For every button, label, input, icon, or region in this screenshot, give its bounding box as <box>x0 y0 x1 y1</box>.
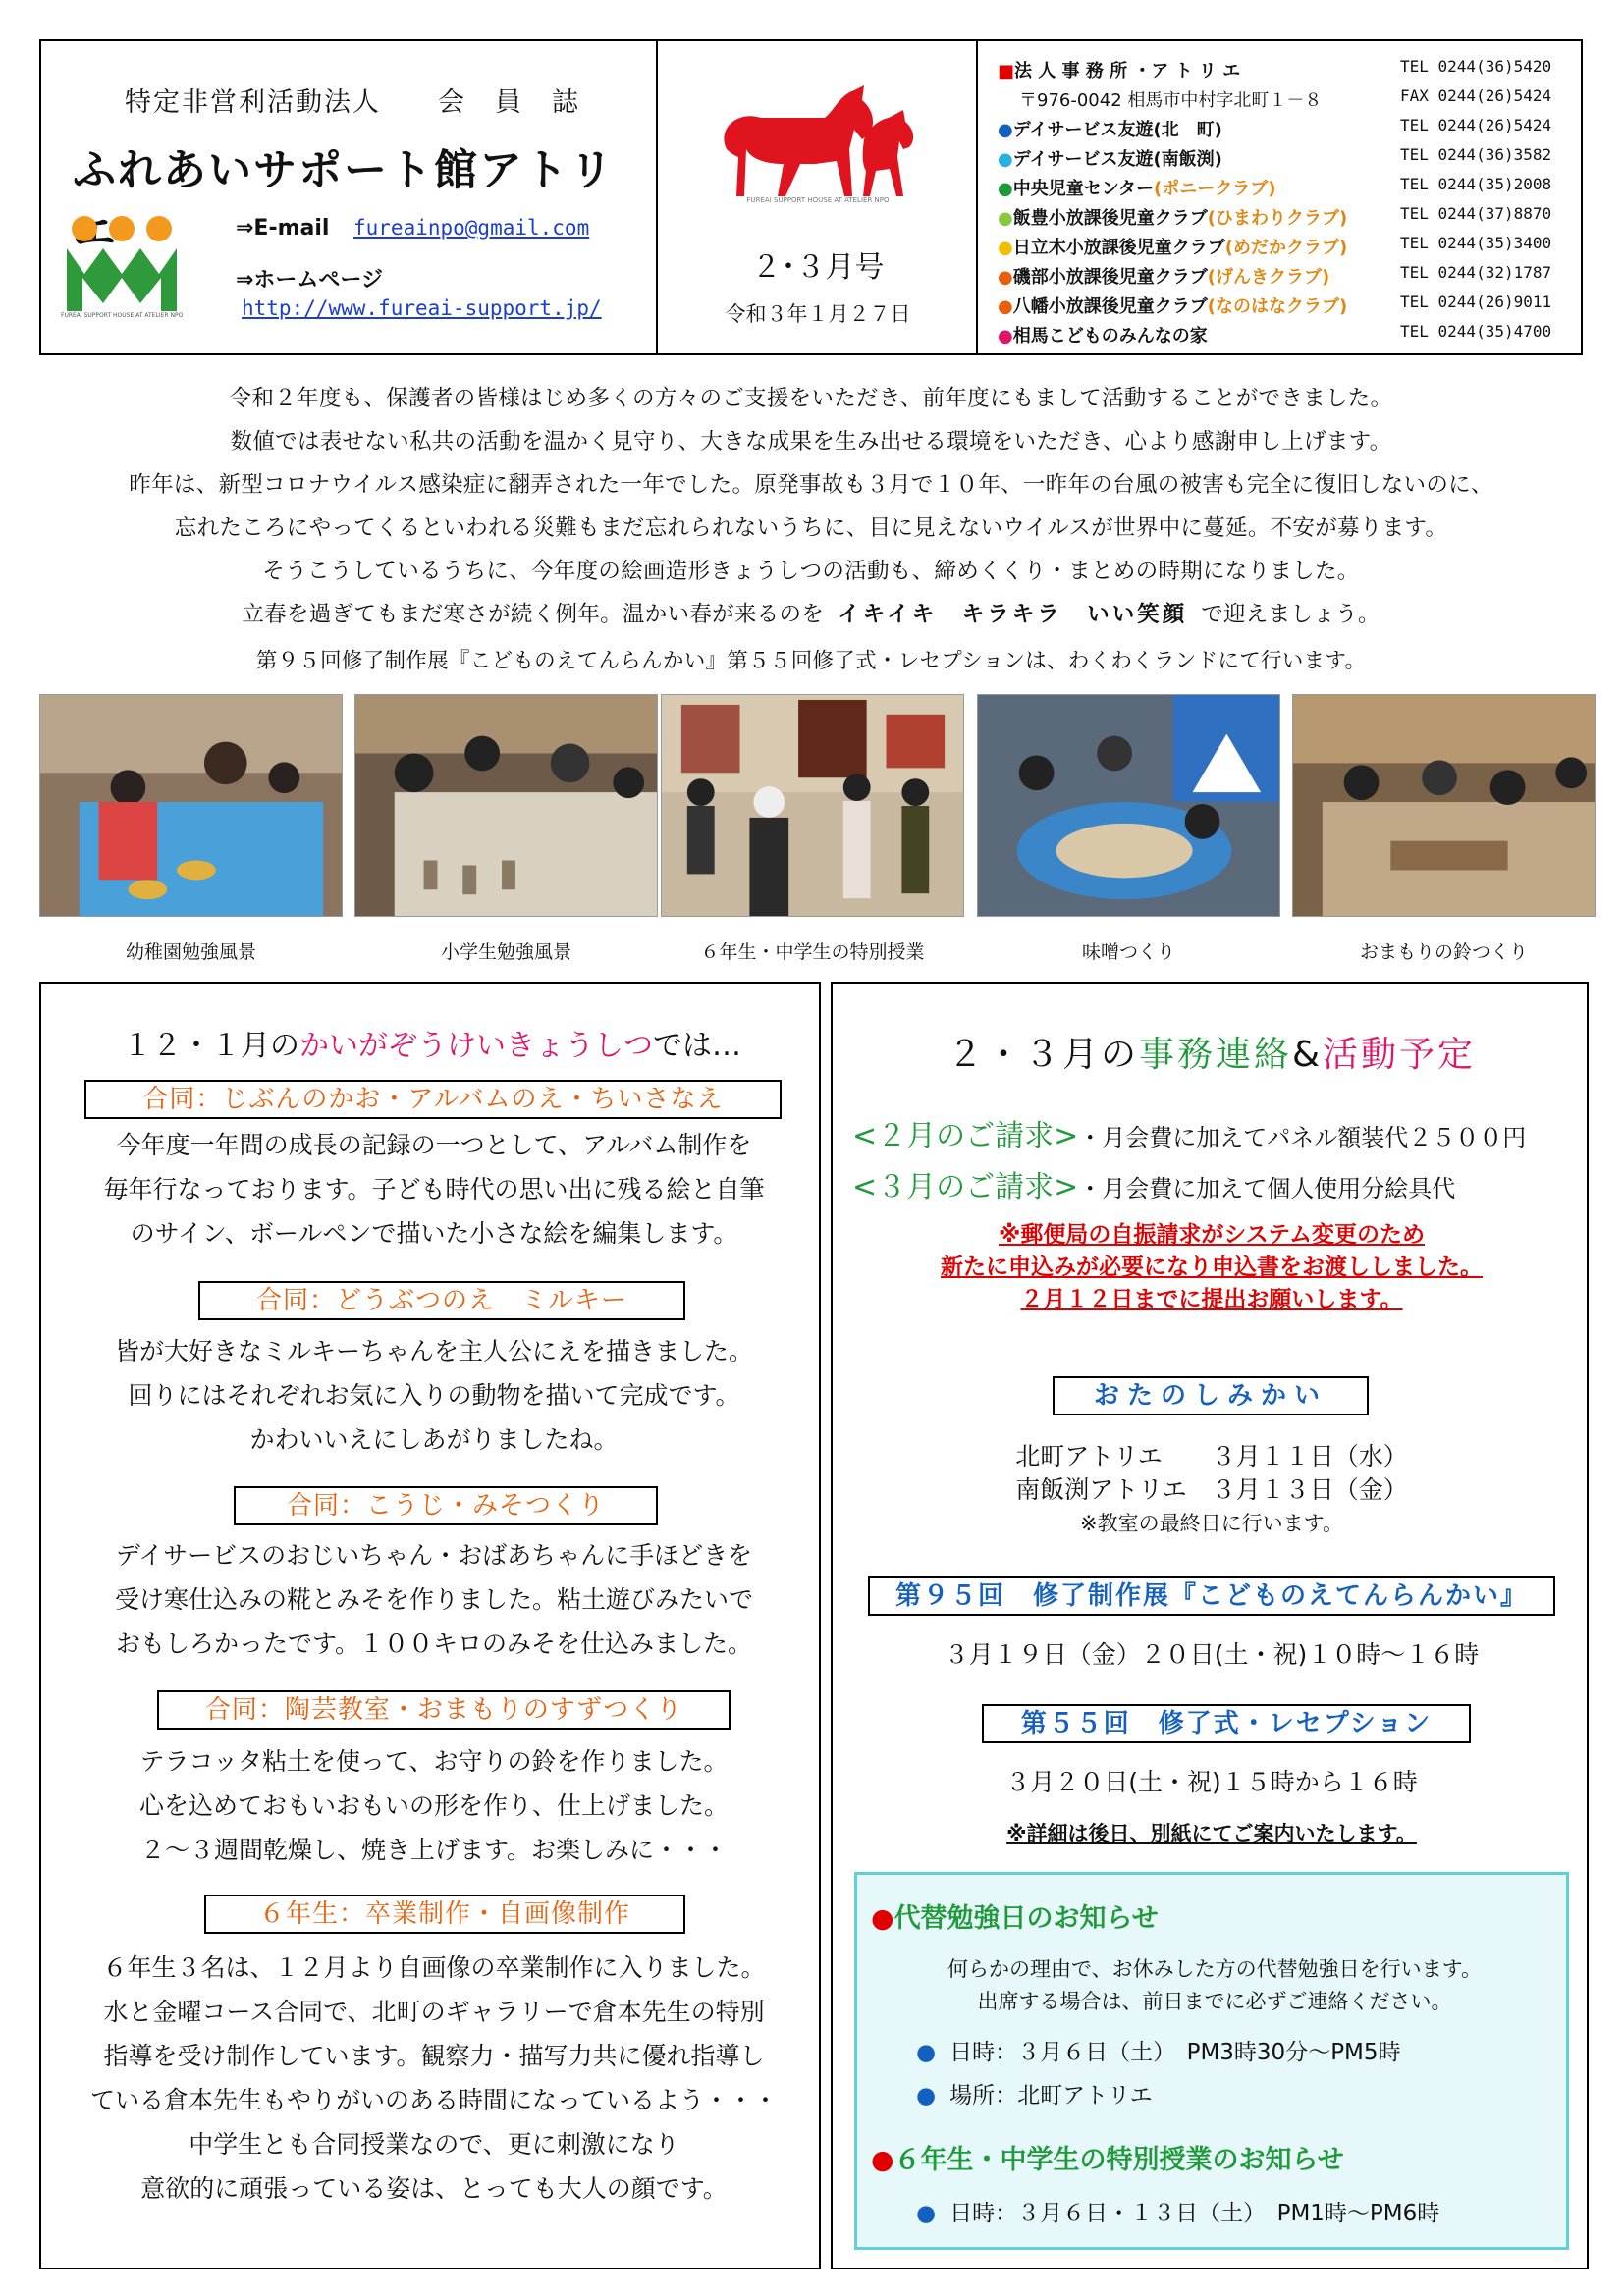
postal-notice <box>833 1219 1591 1316</box>
text-line: かわいいえにしあがりましたね。 <box>249 1425 619 1454</box>
billing-feb <box>852 1111 1526 1154</box>
exhibition-date: ３月１９日（金）２０日(土・祝)１０時～１６時 <box>944 1640 1480 1669</box>
substitute-location-text: 場所：北町アトリエ <box>949 2083 1153 2109</box>
details-note <box>833 1818 1591 1847</box>
contact-row <box>998 116 1577 145</box>
contact-club-name: (げんきクラブ) <box>1207 267 1330 288</box>
schedule-title-pre: ２・３月の <box>947 1035 1139 1075</box>
intro-line-6-pre: 立春を過ぎてもまだ寒さが続く例年。温かい春が来るのを <box>242 602 825 627</box>
contact-name <box>998 57 1240 82</box>
substitute-datetime-text: 日時：３月６日（土） PM3時30分～PM5時 <box>949 2040 1401 2065</box>
activity-report-box <box>39 982 821 2269</box>
horse-caption: FUREAI SUPPORT HOUSE AT ATELIER NPO <box>746 196 890 204</box>
photo-caption-5: おまもりの鈴つくり <box>1359 941 1528 963</box>
homepage-label: ⇒ホームページ <box>236 268 383 293</box>
header <box>39 39 1583 355</box>
contact-name <box>998 116 1222 141</box>
contact-bullet-icon: ● <box>998 149 1013 170</box>
substitute-heading <box>871 1896 1159 1935</box>
text-line: 受け寒仕込みの糀とみそを作りました。粘土遊びみたいで <box>114 1585 753 1614</box>
intro-line-6 <box>39 597 1583 628</box>
contact-name-text: デイサービス友遊(南飯渕) <box>1012 149 1222 170</box>
text-line: ２～３週間乾燥し、焼き上げます。お楽しみに・・・ <box>139 1836 728 1864</box>
contact-list <box>978 41 1581 353</box>
photo-elementary <box>354 694 658 917</box>
contact-name <box>998 145 1222 171</box>
text-line: 水と金曜コース合同で、北町のギャラリーで倉本先生の特別 <box>103 1998 765 2026</box>
intro-line-6-post: で迎えましょう。 <box>1201 602 1380 627</box>
contact-phone: TEL 0244(36)3582 <box>1400 145 1552 164</box>
schedule-title <box>833 1027 1591 1077</box>
blue-bullet-icon: ● <box>916 2040 937 2065</box>
notice-box <box>854 1872 1569 2250</box>
party-line-kitamachi: 北町アトリエ ３月１１日（水） <box>1015 1442 1408 1470</box>
header-issue-panel <box>658 41 978 353</box>
section-text-ceramics <box>61 1739 807 1872</box>
party-schedule <box>833 1440 1591 1540</box>
text-line: 意欲的に頑張っている姿は、とっても大人の顔です。 <box>140 2174 728 2203</box>
contact-name-text: 磯部小放課後児童クラブ <box>1012 267 1208 288</box>
contact-row <box>998 204 1577 234</box>
substitute-description <box>857 1953 1572 2018</box>
contact-phone: TEL 0244(35)3400 <box>1400 234 1552 252</box>
email-label: ⇒E-mail <box>236 216 330 240</box>
issue-date: 令和３年１月２７日 <box>725 302 911 326</box>
text-line: 指導を受け制作しています。観察力・描写力共に優れ指導し <box>103 2042 765 2070</box>
ceremony-date: ３月２０日(土・祝)１５時から１６時 <box>1005 1768 1418 1796</box>
text-line: 中学生とも合同授業なので、更に刺激になり <box>189 2130 679 2159</box>
contact-name <box>998 263 1329 289</box>
text-line: おもしろかったです。１００キロのみそを仕込みました。 <box>115 1629 752 1658</box>
activity-title <box>41 1021 823 1064</box>
contact-name <box>998 322 1208 347</box>
intro-line-6-bold: イキイキ キラキラ いい笑顔 <box>838 602 1188 627</box>
contact-phone: TEL 0244(35)2008 <box>1400 175 1552 193</box>
exhibition-tag: 第９５回 修了制作展『こどものえてんらんかい』 <box>868 1576 1555 1616</box>
substitute-heading-text: 代替勉強日のお知らせ <box>893 1903 1159 1934</box>
contact-name <box>1019 86 1322 112</box>
activity-title-post: では… <box>653 1029 741 1063</box>
blue-bullet-icon: ● <box>916 2201 937 2226</box>
text-line: 今年度一年間の成長の記録の一つとして、アルバム制作を <box>116 1131 752 1159</box>
text-line: デイサービスのおじいちゃん・おばあちゃんに手ほどきを <box>115 1541 753 1570</box>
details-note-text: ※詳細は後日、別紙にてご案内いたします。 <box>1006 1822 1417 1845</box>
contact-phone: TEL 0244(26)9011 <box>1400 293 1552 311</box>
red-bullet-icon: ● <box>871 2145 894 2175</box>
party-note: ※教室の最終日に行います。 <box>1080 1512 1343 1535</box>
text-line: 皆が大好きなミルキーちゃんを主人公にえを描きました。 <box>114 1337 753 1365</box>
contact-row <box>998 86 1577 116</box>
billing-feb-label: <２月のご請求> <box>852 1119 1079 1153</box>
section-tag-self-portrait: ６年生：卒業制作・自画像制作 <box>204 1895 685 1934</box>
text-line: テラコッタ粘土を使って、お守りの鈴を作りました。 <box>139 1747 729 1776</box>
section-text-self-portrait <box>61 1946 807 2211</box>
section-text-miso <box>61 1533 807 1666</box>
contact-name <box>998 175 1275 200</box>
substitute-sub-line: 出席する場合は、前日までに必ずご連絡ください。 <box>977 1990 1452 2013</box>
header-org-panel <box>41 41 658 353</box>
email-link[interactable]: fureainpo@gmail.com <box>353 216 590 240</box>
contact-name <box>998 204 1347 230</box>
notice-line: ※郵便局の自振請求がシステム変更のため <box>998 1222 1426 1248</box>
contact-club-name: (めだかクラブ) <box>1224 238 1348 258</box>
contact-bullet-icon: ● <box>998 179 1013 199</box>
section-tag-album: 合同：じぶんのかお・アルバムのえ・ちいさなえ <box>84 1080 782 1119</box>
contact-club-name: (ひまわりクラブ) <box>1207 208 1348 229</box>
homepage-link[interactable]: http://www.fureai-support.jp/ <box>242 296 602 320</box>
contact-row <box>998 57 1577 86</box>
special-class-heading <box>871 2138 1344 2176</box>
contact-name-text: 日立木小放課後児童クラブ <box>1012 238 1225 258</box>
photo-caption-3: ６年生・中学生の特別授業 <box>700 941 925 963</box>
intro-line-5: そうこうしているうちに、今年度の絵画造形きょうしつの活動も、締めくくり・まとめの時期になりました。 <box>262 559 1360 584</box>
contact-phone: TEL 0244(26)5424 <box>1400 116 1552 134</box>
intro-line-1: 令和２年度も、保護者の皆様はじめ多くの方々のご支援をいただき、前年度にもまして活動することができました。 <box>229 386 1393 411</box>
issue-label: ２･３月号 <box>751 250 885 285</box>
photo-caption-1: 幼稚園勉強風景 <box>125 941 256 963</box>
schedule-box <box>831 982 1589 2269</box>
contact-bullet-icon: ● <box>998 267 1013 288</box>
contact-row <box>998 175 1577 204</box>
contact-bullet-icon: ● <box>998 238 1013 258</box>
intro-line-3: 昨年は、新型コロナウイルス感染症に翻弄された一年でした。原発事故も３月で１０年、一昨年の台風の被害も完全に復旧しないのに、 <box>129 472 1493 498</box>
schedule-title-amp: & <box>1291 1035 1324 1075</box>
party-tag: おたのしみかい <box>1053 1376 1369 1415</box>
contact-phone: TEL 0244(35)4700 <box>1400 322 1552 341</box>
contact-club-name: (なのはなクラブ) <box>1207 296 1348 317</box>
section-tag-milky: 合同：どうぶつのえ ミルキー <box>198 1281 685 1320</box>
contact-row <box>998 293 1577 322</box>
text-line: 回りにはそれぞれお気に入りの動物を描いて完成です。 <box>128 1381 740 1410</box>
contact-name-text: 〒976-0042 相馬市中村字北町１－８ <box>1019 90 1323 111</box>
org-name: ふれあいサポート館アトリ <box>73 145 615 195</box>
schedule-title-green: 事務連絡 <box>1138 1035 1292 1075</box>
substitute-sub-line: 何らかの理由で、お休みした方の代替勉強日を行います。 <box>947 1957 1482 1981</box>
contact-row <box>998 322 1577 351</box>
billing-mar-text: ・月会費に加えて個人使用分絵具代 <box>1078 1175 1456 1202</box>
contact-row <box>998 234 1577 263</box>
photo-miso-making <box>977 694 1280 917</box>
contact-bullet-icon: ● <box>998 120 1013 140</box>
activity-title-pre: １２・１月の <box>123 1029 299 1063</box>
contact-name-text: 法 人 事 務 所 ・ア ト リ エ <box>1014 61 1241 81</box>
ceremony-tag: 第５５回 修了式・レセプション <box>982 1704 1471 1743</box>
notice-line: ２月１２日までに提出お願いします。 <box>1020 1287 1403 1312</box>
contact-club-name: (ポニークラブ) <box>1154 179 1276 199</box>
contact-name-text: デイサービス友遊(北 町) <box>1012 120 1222 140</box>
contact-name-text: 飯豊小放課後児童クラブ <box>1012 208 1208 229</box>
contact-name-text: 八幡小放課後児童クラブ <box>1012 296 1208 317</box>
schedule-title-magenta: 活動予定 <box>1323 1035 1477 1075</box>
contact-bullet-icon: ● <box>998 326 1013 347</box>
substitute-datetime <box>916 2034 1401 2066</box>
contact-phone: TEL 0244(37)8870 <box>1400 204 1552 223</box>
contact-row <box>998 145 1577 175</box>
text-line: ている倉本先生もやりがいのある時間になっているよう・・・ <box>89 2086 778 2114</box>
party-line-minami: 南飯渕アトリエ ３月１３日（金） <box>1015 1475 1408 1504</box>
section-tag-ceramics: 合同：陶芸教室・おまもりのすずつくり <box>157 1690 731 1730</box>
section-text-album <box>61 1123 807 1255</box>
photo-bell-making <box>1292 694 1596 917</box>
section-tag-miso: 合同：こうじ・みそつくり <box>234 1486 658 1525</box>
contact-phone: TEL 0244(36)5420 <box>1400 57 1552 76</box>
intro-line-2: 数値では表せない私共の活動を温かく見守り、大きな成果を生み出せる環境をいただき、心より感謝申し上げます。 <box>230 429 1392 454</box>
contact-name-text: 相馬こどものみんなの家 <box>1012 326 1208 347</box>
contact-name-text: 中央児童センター <box>1012 179 1154 199</box>
org-type: 特定非営利活動法人 会 員 誌 <box>125 87 580 118</box>
billing-mar-label: <３月のご請求> <box>852 1170 1079 1204</box>
notice-line: 新たに申込みが必要になり申込書をお渡ししました。 <box>941 1255 1483 1280</box>
section-text-milky <box>61 1329 807 1462</box>
text-line: 心を込めておもいおもいの形を作り、仕上げました。 <box>138 1791 729 1820</box>
photo-special-class <box>661 694 964 917</box>
billing-mar <box>852 1162 1455 1205</box>
text-line: のサイン、ボールペンで描いた小さな絵を編集します。 <box>130 1219 738 1248</box>
contact-bullet-icon: ● <box>998 296 1013 317</box>
special-class-datetime-text: 日時：３月６日・１３日（土） PM1時～PM6時 <box>949 2201 1440 2226</box>
activity-title-highlight: かいがぞうけいきょうしつ <box>299 1029 653 1063</box>
photo-caption-4: 味噌つくり <box>1081 941 1175 963</box>
substitute-location <box>916 2077 1153 2109</box>
contact-phone: FAX 0244(26)5424 <box>1400 86 1552 105</box>
photo-caption-2: 小学生勉強風景 <box>440 941 571 963</box>
contact-row <box>998 263 1577 293</box>
text-line: ６年生３名は、１２月より自画像の卒業制作に入りました。 <box>102 1953 766 1982</box>
contact-name <box>998 293 1347 318</box>
contact-name <box>998 234 1347 259</box>
photo-kindergarten <box>39 694 343 917</box>
logo-caption: FUREAI SUPPORT HOUSE AT ATELIER NPO <box>61 312 184 319</box>
special-class-heading-text: ６年生・中学生の特別授業のお知らせ <box>893 2145 1344 2175</box>
red-bullet-icon: ● <box>871 1903 894 1934</box>
intro-line-4: 忘れたころにやってくるといわれる災難もまだ忘れられないうちに、目に見えないウイルスが世界中に蔓延。不安が募ります。 <box>174 515 1448 541</box>
blue-bullet-icon: ● <box>916 2083 937 2109</box>
special-class-datetime <box>916 2195 1439 2227</box>
contact-bullet-icon: ■ <box>998 61 1015 81</box>
contact-bullet-icon: ● <box>998 208 1013 229</box>
text-line: 毎年行なっております。子ども時代の思い出に残る絵と自筆 <box>103 1175 765 1203</box>
contact-phone: TEL 0244(32)1787 <box>1400 263 1552 282</box>
intro-line-7: 第９５回修了制作展『こどものえてんらんかい』第５５回修了式・レセプションは、わくわくランドにて行います。 <box>255 649 1367 673</box>
billing-feb-text: ・月会費に加えてパネル額装代２５００円 <box>1078 1124 1527 1151</box>
